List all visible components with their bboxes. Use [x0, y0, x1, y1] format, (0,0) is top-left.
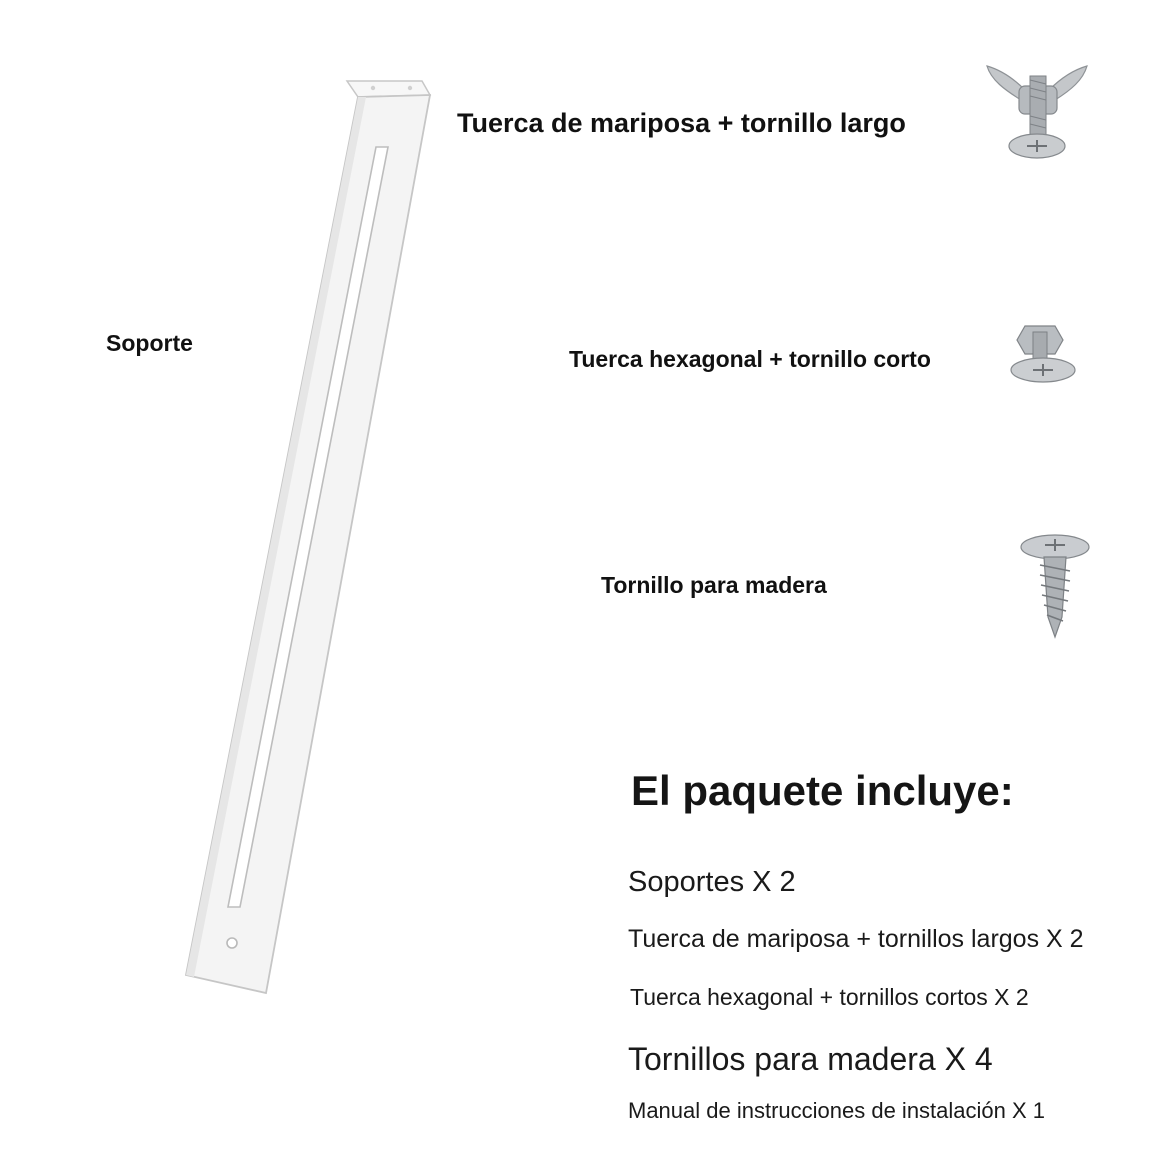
wood-screw-label: Tornillo para madera [601, 572, 827, 598]
package-title: El paquete incluye: [631, 767, 1014, 814]
hex-nut-screw-icon [1005, 318, 1083, 388]
wood-screw-icon [1018, 533, 1094, 641]
hex-nut-label: Tuerca hexagonal + tornillo corto [569, 346, 931, 372]
package-item-hex-nuts: Tuerca hexagonal + tornillos cortos X 2 [630, 984, 1029, 1010]
bracket-label: Soporte [106, 330, 193, 356]
package-item-brackets: Soportes X 2 [628, 866, 796, 898]
package-item-wing-nuts: Tuerca de mariposa + tornillos largos X 2 [628, 925, 1084, 953]
bracket-illustration [180, 75, 440, 995]
package-item-manual: Manual de instrucciones de instalación X 1 [628, 1098, 1046, 1123]
wing-nut-screw-icon [983, 60, 1093, 165]
package-item-wood-screws: Tornillos para madera X 4 [628, 1041, 993, 1077]
wing-nut-label: Tuerca de mariposa + tornillo largo [457, 108, 906, 138]
